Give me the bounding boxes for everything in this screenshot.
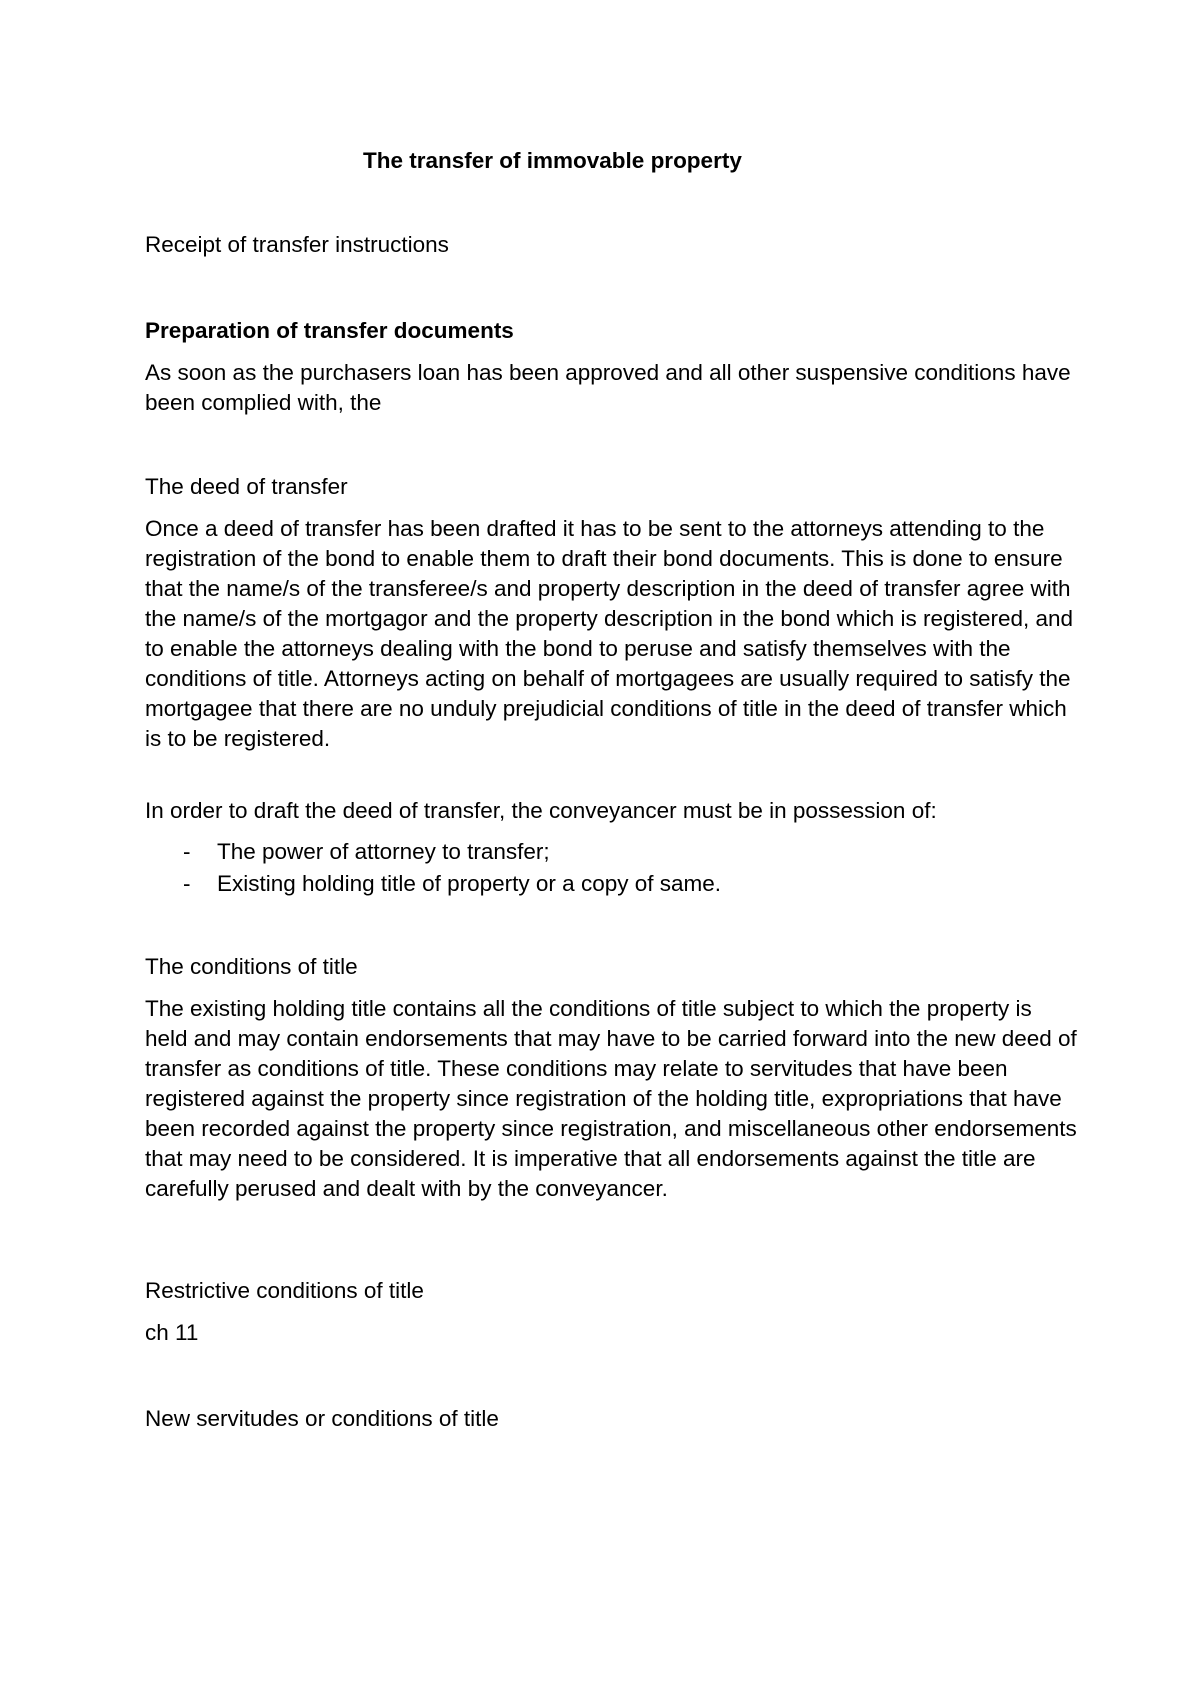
list-dash-marker: - (183, 871, 191, 896)
document-title: The transfer of immovable property (363, 148, 742, 173)
section-receipt: Receipt of transfer instructions (145, 232, 449, 257)
section-new-servitudes-heading: New servitudes or conditions of title (145, 1406, 499, 1431)
list-dash-marker: - (183, 839, 191, 864)
section-preparation-heading: Preparation of transfer documents (145, 318, 514, 343)
section-restrictive-heading: Restrictive conditions of title (145, 1278, 424, 1303)
section-deed-text: Once a deed of transfer has been drafted it has to be sent to the attorneys attending to the registration of the bond to enable them to draft their bond documents. This is done to ensure that the name/s of the transferee/s and property description in the deed of transfer agree with the name/s of the mortgagor and the property description in the bond which is registered, and to enable the attorneys dealing with the bond to peruse and satisfy themselves with the conditions of title. Attorneys acting on behalf of mortgagees are usually required to satisfy the mortgagee that there are no unduly prejudicial conditions of title in the deed of transfer which is to be registered. (145, 516, 1074, 751)
possession-list (145, 836, 1080, 900)
section-possession-intro: In order to draft the deed of transfer, the conveyancer must be in possession of: (145, 798, 937, 823)
list-item-text: Existing holding title of property or a copy of same. (217, 871, 722, 896)
section-restrictive-text: ch 11 (145, 1320, 199, 1345)
list-item (145, 868, 1080, 900)
section-preparation-text: As soon as the purchasers loan has been approved and all other suspensive conditions have been complied with, the (145, 360, 1071, 415)
list-item (145, 836, 1080, 868)
section-deed-heading: The deed of transfer (145, 474, 348, 499)
section-conditions-text: The existing holding title contains all the conditions of title subject to which the property is held and may contain endorsements that may have to be carried forward into the new deed of transfer as conditions of title. These conditions may relate to servitudes that have been registered against the property since registration of the holding title, expropriations that have been recorded against the property since registration, and miscellaneous other endorsements that may need to be considered. It is imperative that all endorsements against the title are carefully perused and dealt with by the conveyancer. (145, 996, 1077, 1201)
list-item-text: The power of attorney to transfer; (217, 839, 550, 864)
section-conditions-heading: The conditions of title (145, 954, 358, 979)
possession-list-container (145, 836, 1080, 900)
